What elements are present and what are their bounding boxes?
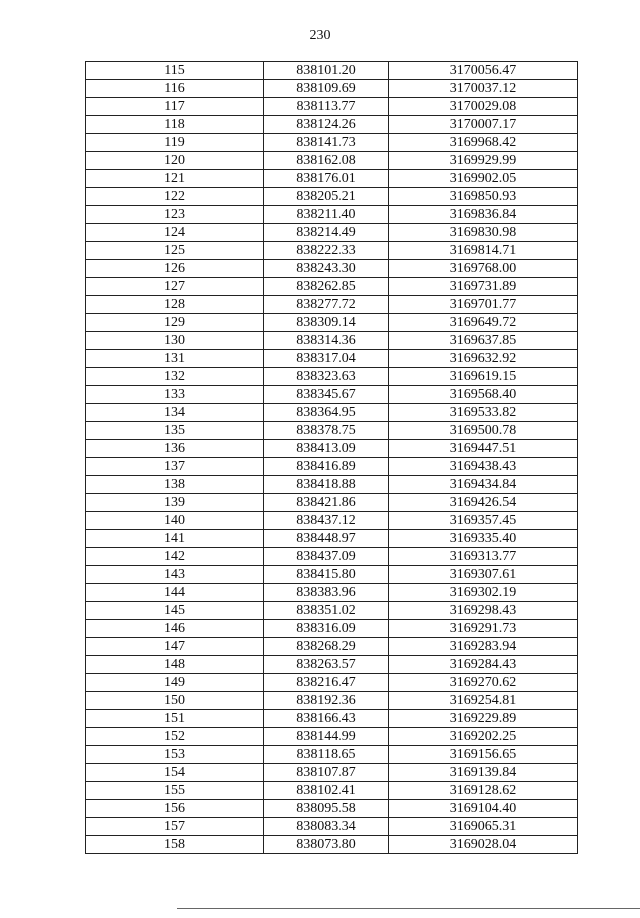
y-coordinate-cell: 3169302.19 [389,584,578,602]
table-row [86,476,578,494]
point-number-cell: 158 [86,836,264,854]
point-number-cell: 118 [86,116,264,134]
point-number-cell: 145 [86,602,264,620]
y-coordinate-cell: 3169500.78 [389,422,578,440]
x-coordinate-cell: 838351.02 [264,602,389,620]
y-coordinate-cell: 3169283.94 [389,638,578,656]
table-row [86,386,578,404]
point-number-cell: 156 [86,800,264,818]
x-coordinate-cell: 838316.09 [264,620,389,638]
y-coordinate-cell: 3169701.77 [389,296,578,314]
y-coordinate-cell: 3169065.31 [389,818,578,836]
y-coordinate-cell: 3169313.77 [389,548,578,566]
y-coordinate-cell: 3169438.43 [389,458,578,476]
y-coordinate-cell: 3169270.62 [389,674,578,692]
x-coordinate-cell: 838141.73 [264,134,389,152]
y-coordinate-cell: 3169929.99 [389,152,578,170]
y-coordinate-cell: 3169128.62 [389,782,578,800]
y-coordinate-cell: 3169434.84 [389,476,578,494]
y-coordinate-cell: 3169104.40 [389,800,578,818]
x-coordinate-cell: 838448.97 [264,530,389,548]
y-coordinate-cell: 3169632.92 [389,350,578,368]
point-number-cell: 138 [86,476,264,494]
x-coordinate-cell: 838345.67 [264,386,389,404]
x-coordinate-cell: 838421.86 [264,494,389,512]
x-coordinate-cell: 838437.12 [264,512,389,530]
y-coordinate-cell: 3169335.40 [389,530,578,548]
x-coordinate-cell: 838263.57 [264,656,389,674]
table-row [86,620,578,638]
x-coordinate-cell: 838413.09 [264,440,389,458]
y-coordinate-cell: 3169619.15 [389,368,578,386]
point-number-cell: 124 [86,224,264,242]
point-number-cell: 120 [86,152,264,170]
point-number-cell: 146 [86,620,264,638]
page-number: 230 [309,28,331,43]
x-coordinate-cell: 838124.26 [264,116,389,134]
table-row [86,404,578,422]
y-coordinate-cell: 3170007.17 [389,116,578,134]
table-row [86,782,578,800]
point-number-cell: 121 [86,170,264,188]
table-row [86,188,578,206]
point-number-cell: 152 [86,728,264,746]
y-coordinate-cell: 3169850.93 [389,188,578,206]
x-coordinate-cell: 838277.72 [264,296,389,314]
x-coordinate-cell: 838107.87 [264,764,389,782]
table-row [86,116,578,134]
table-row [86,314,578,332]
x-coordinate-cell: 838416.89 [264,458,389,476]
y-coordinate-cell: 3169814.71 [389,242,578,260]
point-number-cell: 116 [86,80,264,98]
y-coordinate-cell: 3169229.89 [389,710,578,728]
x-coordinate-cell: 838205.21 [264,188,389,206]
point-number-cell: 125 [86,242,264,260]
y-coordinate-cell: 3169156.65 [389,746,578,764]
y-coordinate-cell: 3170056.47 [389,62,578,80]
table-row [86,584,578,602]
y-coordinate-cell: 3169028.04 [389,836,578,854]
x-coordinate-cell: 838216.47 [264,674,389,692]
x-coordinate-cell: 838176.01 [264,170,389,188]
point-number-cell: 134 [86,404,264,422]
x-coordinate-cell: 838102.41 [264,782,389,800]
point-number-cell: 126 [86,260,264,278]
x-coordinate-cell: 838378.75 [264,422,389,440]
y-coordinate-cell: 3170037.12 [389,80,578,98]
table-row [86,656,578,674]
point-number-cell: 154 [86,764,264,782]
table-row [86,566,578,584]
point-number-cell: 115 [86,62,264,80]
x-coordinate-cell: 838118.65 [264,746,389,764]
y-coordinate-cell: 3169447.51 [389,440,578,458]
point-number-cell: 137 [86,458,264,476]
point-number-cell: 153 [86,746,264,764]
table-row [86,764,578,782]
y-coordinate-cell: 3169284.43 [389,656,578,674]
point-number-cell: 122 [86,188,264,206]
y-coordinate-cell: 3169902.05 [389,170,578,188]
y-coordinate-cell: 3169968.42 [389,134,578,152]
x-coordinate-cell: 838166.43 [264,710,389,728]
table-row [86,224,578,242]
x-coordinate-cell: 838415.80 [264,566,389,584]
point-number-cell: 150 [86,692,264,710]
table-row [86,440,578,458]
point-number-cell: 141 [86,530,264,548]
x-coordinate-cell: 838243.30 [264,260,389,278]
x-coordinate-cell: 838095.58 [264,800,389,818]
coordinates-table [85,61,578,854]
table-row [86,728,578,746]
x-coordinate-cell: 838073.80 [264,836,389,854]
point-number-cell: 133 [86,386,264,404]
y-coordinate-cell: 3169254.81 [389,692,578,710]
x-coordinate-cell: 838437.09 [264,548,389,566]
point-number-cell: 130 [86,332,264,350]
x-coordinate-cell: 838109.69 [264,80,389,98]
table-row [86,368,578,386]
point-number-cell: 129 [86,314,264,332]
table-row [86,242,578,260]
y-coordinate-cell: 3169637.85 [389,332,578,350]
y-coordinate-cell: 3170029.08 [389,98,578,116]
point-number-cell: 117 [86,98,264,116]
y-coordinate-cell: 3169357.45 [389,512,578,530]
x-coordinate-cell: 838418.88 [264,476,389,494]
point-number-cell: 132 [86,368,264,386]
scan-edge-line [177,908,640,909]
table-row [86,80,578,98]
x-coordinate-cell: 838222.33 [264,242,389,260]
y-coordinate-cell: 3169649.72 [389,314,578,332]
table-row [86,512,578,530]
table-row [86,278,578,296]
point-number-cell: 147 [86,638,264,656]
y-coordinate-cell: 3169298.43 [389,602,578,620]
point-number-cell: 143 [86,566,264,584]
point-number-cell: 119 [86,134,264,152]
x-coordinate-cell: 838262.85 [264,278,389,296]
table-row [86,638,578,656]
y-coordinate-cell: 3169426.54 [389,494,578,512]
table-row [86,674,578,692]
x-coordinate-cell: 838323.63 [264,368,389,386]
table-row [86,548,578,566]
table-row [86,350,578,368]
point-number-cell: 127 [86,278,264,296]
x-coordinate-cell: 838214.49 [264,224,389,242]
y-coordinate-cell: 3169291.73 [389,620,578,638]
table-row [86,710,578,728]
y-coordinate-cell: 3169768.00 [389,260,578,278]
table-row [86,134,578,152]
table-row [86,494,578,512]
x-coordinate-cell: 838309.14 [264,314,389,332]
x-coordinate-cell: 838211.40 [264,206,389,224]
table-row [86,170,578,188]
table-row [86,152,578,170]
y-coordinate-cell: 3169533.82 [389,404,578,422]
x-coordinate-cell: 838144.99 [264,728,389,746]
point-number-cell: 123 [86,206,264,224]
point-number-cell: 151 [86,710,264,728]
table-row [86,458,578,476]
x-coordinate-cell: 838317.04 [264,350,389,368]
x-coordinate-cell: 838364.95 [264,404,389,422]
table-row [86,206,578,224]
point-number-cell: 128 [86,296,264,314]
table-row [86,818,578,836]
x-coordinate-cell: 838383.96 [264,584,389,602]
y-coordinate-cell: 3169731.89 [389,278,578,296]
point-number-cell: 155 [86,782,264,800]
y-coordinate-cell: 3169836.84 [389,206,578,224]
point-number-cell: 148 [86,656,264,674]
y-coordinate-cell: 3169568.40 [389,386,578,404]
point-number-cell: 149 [86,674,264,692]
table-row [86,836,578,854]
table-row [86,98,578,116]
table-row [86,62,578,80]
point-number-cell: 136 [86,440,264,458]
y-coordinate-cell: 3169830.98 [389,224,578,242]
table-row [86,746,578,764]
point-number-cell: 139 [86,494,264,512]
table-row [86,602,578,620]
point-number-cell: 135 [86,422,264,440]
point-number-cell: 144 [86,584,264,602]
table-row [86,692,578,710]
table-row [86,422,578,440]
x-coordinate-cell: 838268.29 [264,638,389,656]
table-row [86,332,578,350]
point-number-cell: 140 [86,512,264,530]
table-row [86,296,578,314]
table-row [86,530,578,548]
point-number-cell: 131 [86,350,264,368]
table-row [86,260,578,278]
table-row [86,800,578,818]
y-coordinate-cell: 3169307.61 [389,566,578,584]
point-number-cell: 142 [86,548,264,566]
x-coordinate-cell: 838113.77 [264,98,389,116]
coordinates-table-body [86,62,578,854]
x-coordinate-cell: 838162.08 [264,152,389,170]
x-coordinate-cell: 838101.20 [264,62,389,80]
y-coordinate-cell: 3169139.84 [389,764,578,782]
point-number-cell: 157 [86,818,264,836]
x-coordinate-cell: 838083.34 [264,818,389,836]
x-coordinate-cell: 838192.36 [264,692,389,710]
x-coordinate-cell: 838314.36 [264,332,389,350]
y-coordinate-cell: 3169202.25 [389,728,578,746]
